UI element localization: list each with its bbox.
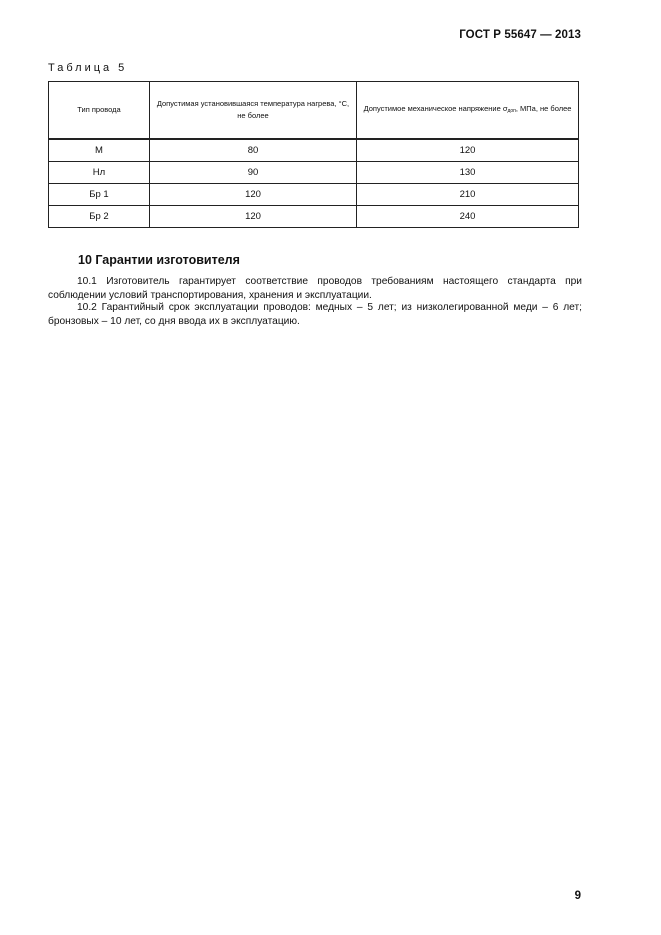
cell-stress: 240 bbox=[357, 206, 579, 228]
document-header: ГОСТ Р 55647 — 2013 bbox=[459, 29, 581, 41]
table-row bbox=[49, 184, 579, 206]
table-row bbox=[49, 139, 579, 162]
stress-header-units: , МПа, не более bbox=[515, 104, 572, 113]
paragraph-10-2: 10.2 Гарантийный срок эксплуатации проводов: медных – 5 лет; из низколегированной меди – 6 лет; бронзовых – 10 лет, со дня ввода их в эксплуатацию. bbox=[48, 302, 582, 327]
page-number: 9 bbox=[574, 890, 581, 902]
cell-stress: 120 bbox=[357, 139, 579, 162]
cell-wire-type: Бр 2 bbox=[49, 206, 150, 228]
column-header-wire-type: Тип провода bbox=[49, 82, 150, 140]
wire-parameters-table bbox=[48, 81, 579, 228]
cell-temperature: 90 bbox=[150, 162, 357, 184]
column-header-temperature: Допустимая установившаяся температура нагрева, °С, не более bbox=[150, 82, 357, 140]
cell-stress: 210 bbox=[357, 184, 579, 206]
stress-header-subscript: доп bbox=[507, 108, 516, 114]
section-title: 10 Гарантии изготовителя bbox=[78, 253, 240, 267]
table-header-row bbox=[49, 82, 579, 140]
table-row bbox=[49, 162, 579, 184]
table-row bbox=[49, 206, 579, 228]
paragraph-10-1: 10.1 Изготовитель гарантирует соответствие проводов требованиям настоящего стандарта при соблюдении условий транспортирования, хранения и эксплуатации. bbox=[48, 276, 582, 301]
table-caption: Таблица 5 bbox=[48, 62, 128, 74]
cell-wire-type: Бр 1 bbox=[49, 184, 150, 206]
cell-temperature: 120 bbox=[150, 184, 357, 206]
column-header-mechanical-stress bbox=[357, 82, 579, 140]
cell-wire-type: М bbox=[49, 139, 150, 162]
stress-header-text: Допустимое механическое напряжение σ bbox=[363, 104, 508, 113]
cell-temperature: 80 bbox=[150, 139, 357, 162]
cell-wire-type: Нл bbox=[49, 162, 150, 184]
cell-stress: 130 bbox=[357, 162, 579, 184]
cell-temperature: 120 bbox=[150, 206, 357, 228]
